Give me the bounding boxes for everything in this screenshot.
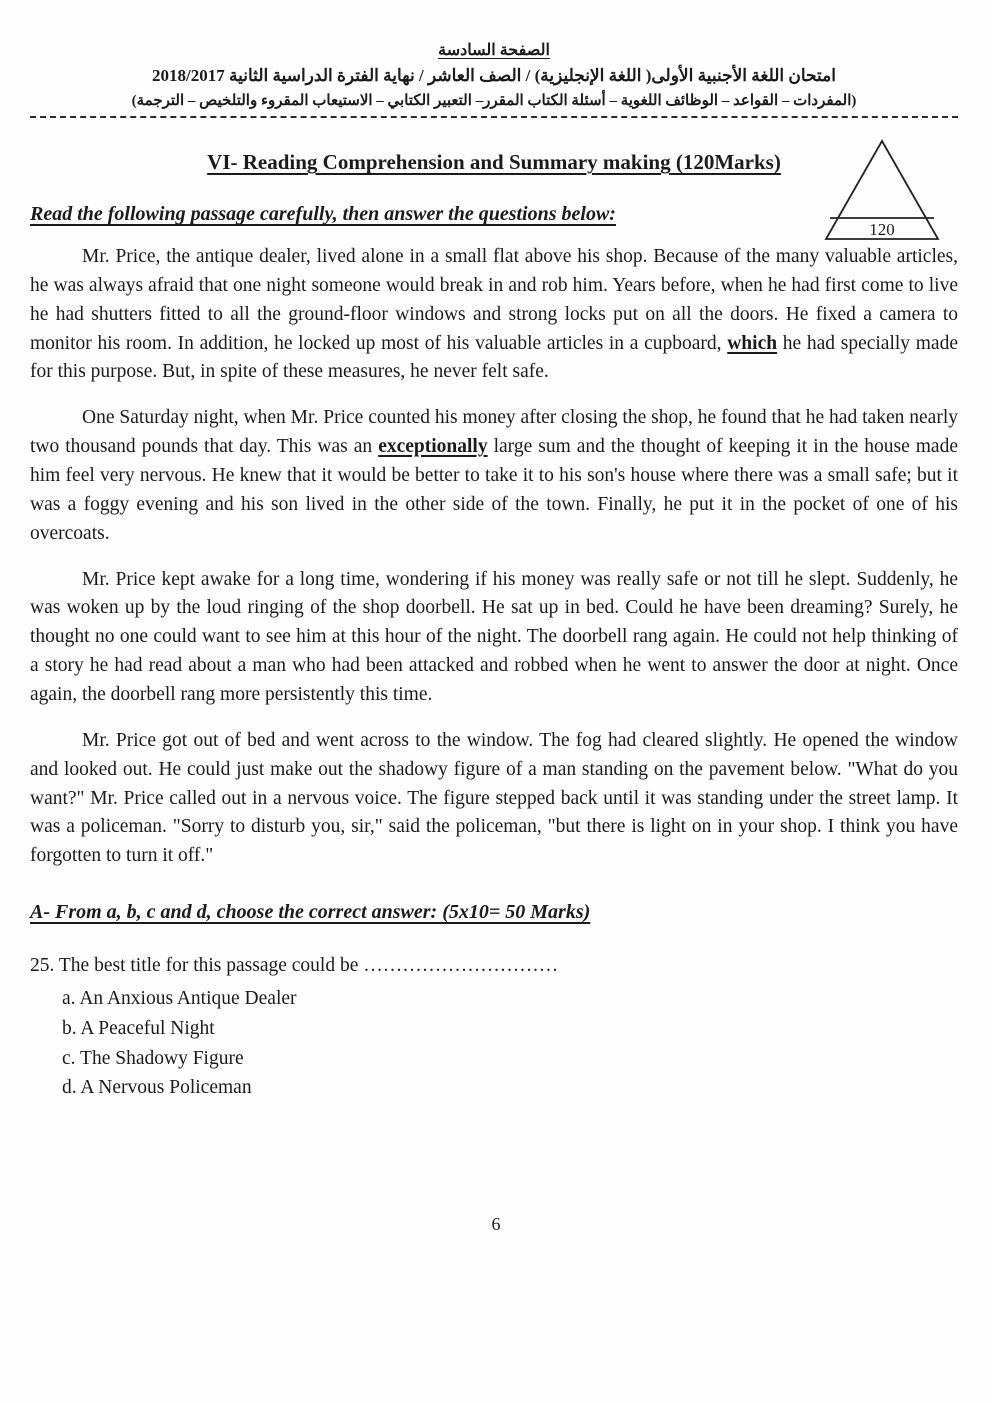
question-25-option-a: a. An Anxious Antique Dealer — [62, 988, 297, 1010]
question-25-option-c: c. The Shadowy Figure — [62, 1047, 244, 1069]
arabic-exam-components: (المفردات – القواعد – الوظائف اللغوية – أسئلة الكتاب المقرر– التعبير الكتابي – الاستيعاب المقروء والتلخيص – الترجمة) — [131, 93, 857, 109]
passage-instruction: Read the following passage carefully, then answer the questions below: — [30, 203, 616, 225]
page-header — [30, 40, 958, 110]
p2-keyword: exceptionally — [378, 436, 488, 458]
passage-paragraph-1 — [30, 243, 958, 387]
page-number: 6 — [491, 1214, 501, 1234]
question-25-option-d: d. A Nervous Policeman — [62, 1077, 252, 1099]
question-25-stem: 25. The best title for this passage could be ………………………… — [30, 955, 559, 977]
question-25-options — [30, 984, 958, 1103]
arabic-exam-title: امتحان اللغة الأجنبية الأولى( اللغة الإنجليزية) / الصف العاشر / نهاية الفترة الدراسية الثانية 2018/2017 — [152, 66, 836, 85]
p1-keyword: which — [727, 332, 778, 354]
question-25 — [30, 952, 958, 1103]
p1-text-before: Mr. Price, the antique dealer, lived alone in a small flat above his shop. Because of the many valuable articles, he was always afraid that one night someone would break in and rob him. Years before, when he had first come to live he had shutters fitted to all the ground-floor windows and strong locks put on all the doors. He fixed a camera to monitor his room. In addition, he locked up most of his valuable articles in a cupboard, — [30, 246, 958, 354]
section-title: VI- Reading Comprehension and Summary making (120Marks) — [207, 150, 781, 174]
section-a-title: A- From a, b, c and d, choose the correct answer: (5x10= 50 Marks) — [30, 901, 591, 924]
passage-paragraph-2 — [30, 404, 958, 548]
marks-triangle-value: 120 — [869, 220, 895, 239]
question-25-option-b: b. A Peaceful Night — [62, 1018, 215, 1040]
marks-triangle — [822, 138, 942, 246]
marks-triangle-shape — [822, 138, 942, 246]
p2-text-before: One Saturday night, when Mr. Price counted his money after closing the shop, he found that he had taken nearly two thousand pounds that day. This was an — [30, 407, 958, 458]
p1-text-after: he had specially made for this purpose. But, in spite of these measures, he never felt safe. — [30, 332, 958, 383]
passage-paragraph-4: Mr. Price got out of bed and went across to the window. The fog had cleared slightly. He opened the window and looked out. He could just make out the shadowy figure of a man standing on the pavement below. "What do you want?" Mr. Price called out in a nervous voice. The figure stepped back until it was standing under the street lamp. It was a policeman. "Sorry to disturb you, sir," said the policeman, "but there is light on in your shop. I think you have forgotten to turn it off." — [30, 729, 958, 867]
header-divider — [30, 116, 958, 118]
arabic-page-label: الصفحة السادسة — [438, 42, 550, 59]
p2-text-after: large sum and the thought of keeping it in the house made him feel very nervous. He knew that it would be better to take it to his son's house where there was a small safe; but it was a foggy evening and his son lived in the other side of the town. Finally, he put it in the pocket of one of his overcoats. — [30, 436, 958, 544]
passage-paragraph-3: Mr. Price kept awake for a long time, wondering if his money was really safe or not till he slept. Suddenly, he was woken up by the loud ringing of the shop doorbell. He sat up in bed. Could he have been dreaming? Surely, he thought no one could want to see him at this hour of the night. The doorbell rang again. He could not help thinking of a story he had read about a man who had been attacked and robbed when he went to answer the door at night. Once again, the doorbell rang more persistently this time. — [30, 568, 958, 706]
